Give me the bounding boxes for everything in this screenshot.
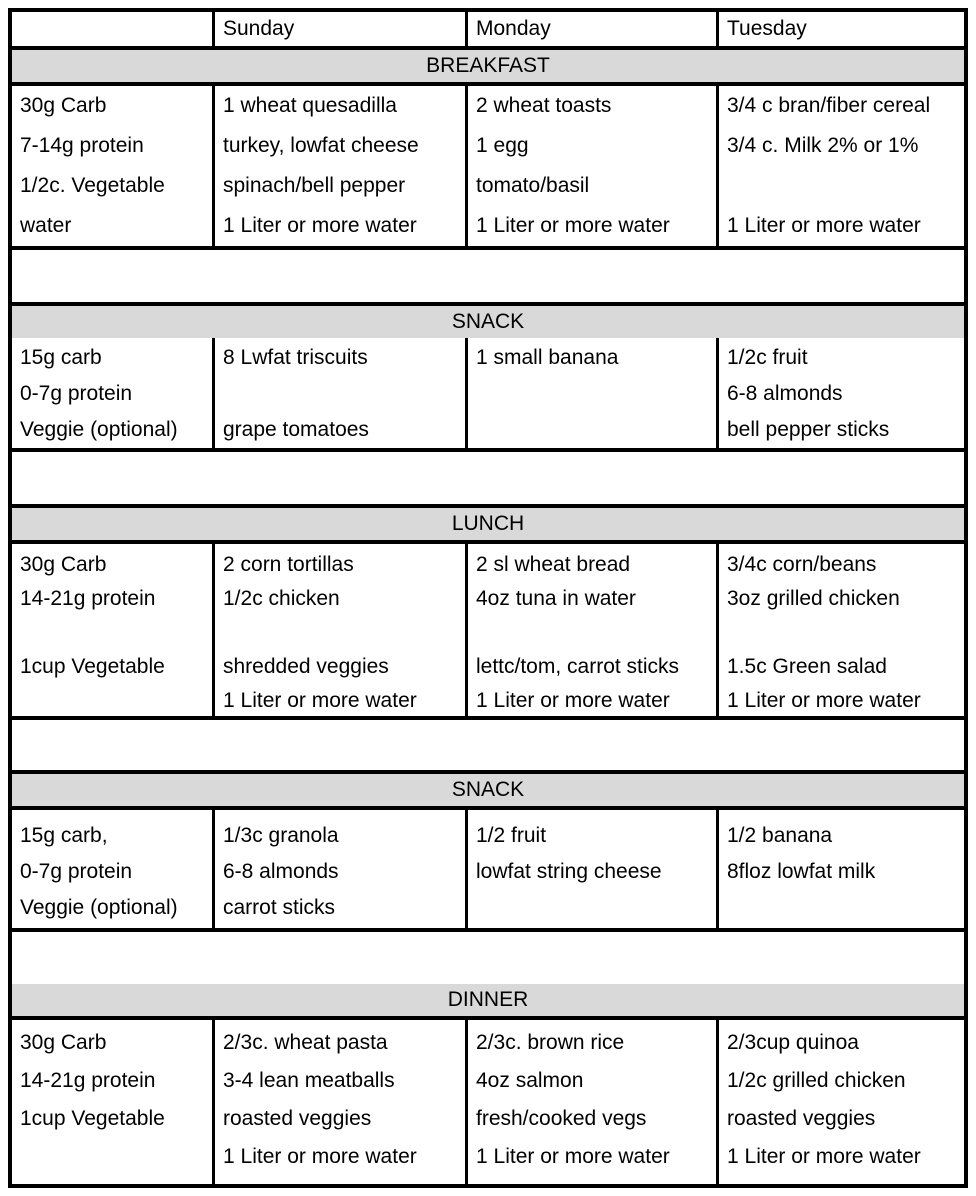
cell-line: 15g carb [20, 346, 102, 369]
cell-line: tomato/basil [476, 174, 590, 197]
cell-line: 1/2 fruit [476, 824, 547, 847]
section-band-dinner: DINNER [12, 984, 964, 1020]
cell-line: 1 egg [476, 134, 529, 157]
cell-line: 1 small banana [476, 346, 619, 369]
cell-line: 30g Carb [20, 94, 107, 117]
cell-line: roasted veggies [727, 1107, 876, 1130]
cell-line: 2/3c. wheat pasta [223, 1031, 388, 1054]
dinner-row [12, 1020, 964, 1184]
cell-line [476, 890, 716, 926]
cell-line [223, 616, 465, 650]
cell-line: 4oz salmon [476, 1069, 584, 1092]
lunch-tuesday-cell [716, 544, 964, 716]
cell-line: turkey, lowfat cheese [223, 134, 419, 157]
dinner-monday-cell [465, 1020, 716, 1184]
cell-line: 1 Liter or more water [727, 689, 921, 712]
cell-line: 1/2 banana [727, 824, 833, 847]
cell-line [476, 616, 716, 650]
cell-line: 2 wheat toasts [476, 94, 612, 117]
cell-line: 1/2c grilled chicken [727, 1069, 906, 1092]
cell-line: fresh/cooked vegs [476, 1107, 647, 1130]
breakfast-tuesday-cell [716, 86, 964, 246]
cell-line [20, 1138, 212, 1176]
section-band-snack-am: SNACK [12, 302, 964, 338]
lunch-guidelines-cell [12, 544, 212, 716]
cell-line: Veggie (optional) [20, 896, 178, 919]
cell-line: 3/4c corn/beans [727, 553, 877, 576]
cell-line: 30g Carb [20, 553, 107, 576]
snack-pm-guidelines-cell [12, 810, 212, 928]
snack-pm-sunday-cell [212, 810, 465, 928]
cell-line: 3/4 c bran/fiber cereal [727, 94, 931, 117]
cell-line: 2 sl wheat bread [476, 553, 631, 576]
cell-line: water [20, 214, 72, 237]
cell-line: 7-14g protein [20, 134, 144, 157]
cell-line: grape tomatoes [223, 418, 369, 441]
cell-line: 1/2c. Vegetable [20, 174, 165, 197]
snack-am-guidelines-cell [12, 338, 212, 448]
section-band-snack-pm: SNACK [12, 770, 964, 810]
snack-pm-monday-cell [465, 810, 716, 928]
cell-line: 1 Liter or more water [476, 214, 670, 237]
lunch-row [12, 544, 964, 716]
header-cell-empty [12, 12, 212, 46]
cell-line: Veggie (optional) [20, 418, 178, 441]
cell-line: 1cup Vegetable [20, 655, 165, 678]
cell-line [727, 166, 964, 206]
cell-line [20, 684, 212, 716]
cell-line: 30g Carb [20, 1031, 107, 1054]
cell-line [476, 376, 716, 412]
cell-line: 1 Liter or more water [476, 689, 670, 712]
cell-line: 2 corn tortillas [223, 553, 354, 576]
cell-line: 8 Lwfat triscuits [223, 346, 368, 369]
cell-line: 15g carb, [20, 824, 108, 847]
dinner-guidelines-cell [12, 1020, 212, 1184]
snack-am-sunday-cell [212, 338, 465, 448]
cell-line: 3/4 c. Milk 2% or 1% [727, 134, 919, 157]
cell-line: 1/3c granola [223, 824, 339, 847]
cell-line: 1/2c chicken [223, 587, 340, 610]
cell-line: spinach/bell pepper [223, 174, 406, 197]
section-band-lunch: LUNCH [12, 504, 964, 544]
cell-line [727, 616, 964, 650]
snack-am-row [12, 338, 964, 448]
breakfast-sunday-cell [212, 86, 465, 246]
cell-line: lowfat string cheese [476, 860, 662, 883]
cell-line: 1 Liter or more water [727, 1145, 921, 1168]
snack-pm-tuesday-cell [716, 810, 964, 928]
cell-line: 1/2c fruit [727, 346, 808, 369]
breakfast-row [12, 86, 964, 246]
breakfast-monday-cell [465, 86, 716, 246]
cell-line [223, 376, 465, 412]
cell-line: lettc/tom, carrot sticks [476, 655, 680, 678]
snack-pm-row [12, 810, 964, 928]
lunch-monday-cell [465, 544, 716, 716]
cell-line: 14-21g protein [20, 1069, 156, 1092]
cell-line: 1 Liter or more water [223, 689, 417, 712]
cell-line: 8floz lowfat milk [727, 860, 876, 883]
spacer-row [12, 716, 964, 770]
cell-line: 0-7g protein [20, 382, 133, 405]
meal-plan-table [8, 8, 968, 1188]
lunch-sunday-cell [212, 544, 465, 716]
cell-line [476, 412, 716, 448]
cell-line: 3-4 lean meatballs [223, 1069, 395, 1092]
cell-line: 1 Liter or more water [476, 1145, 670, 1168]
day-header-tuesday: Tuesday [716, 12, 964, 46]
cell-line: shredded veggies [223, 655, 389, 678]
cell-line: 4oz tuna in water [476, 587, 636, 610]
header-row [12, 12, 964, 46]
spacer-row [12, 246, 964, 302]
cell-line: 3oz grilled chicken [727, 587, 900, 610]
section-band-breakfast: BREAKFAST [12, 46, 964, 86]
spacer-row [12, 448, 964, 504]
cell-line: carrot sticks [223, 896, 336, 919]
cell-line [727, 890, 964, 926]
cell-line: 14-21g protein [20, 587, 156, 610]
cell-line: bell pepper sticks [727, 418, 890, 441]
cell-line: 6-8 almonds [223, 860, 339, 883]
cell-line: 6-8 almonds [727, 382, 843, 405]
cell-line [20, 616, 212, 650]
spacer-row [12, 928, 964, 984]
cell-line: roasted veggies [223, 1107, 372, 1130]
day-header-monday: Monday [465, 12, 716, 46]
cell-line: 1cup Vegetable [20, 1107, 165, 1130]
cell-line: 1 wheat quesadilla [223, 94, 397, 117]
cell-line: 1.5c Green salad [727, 655, 887, 678]
cell-line: 2/3cup quinoa [727, 1031, 859, 1054]
snack-am-monday-cell [465, 338, 716, 448]
snack-am-tuesday-cell [716, 338, 964, 448]
cell-line: 1 Liter or more water [223, 1145, 417, 1168]
day-header-sunday: Sunday [212, 12, 465, 46]
cell-line: 0-7g protein [20, 860, 133, 883]
cell-line: 1 Liter or more water [223, 214, 417, 237]
cell-line: 1 Liter or more water [727, 214, 921, 237]
cell-line: 2/3c. brown rice [476, 1031, 625, 1054]
breakfast-guidelines-cell [12, 86, 212, 246]
dinner-sunday-cell [212, 1020, 465, 1184]
dinner-tuesday-cell [716, 1020, 964, 1184]
